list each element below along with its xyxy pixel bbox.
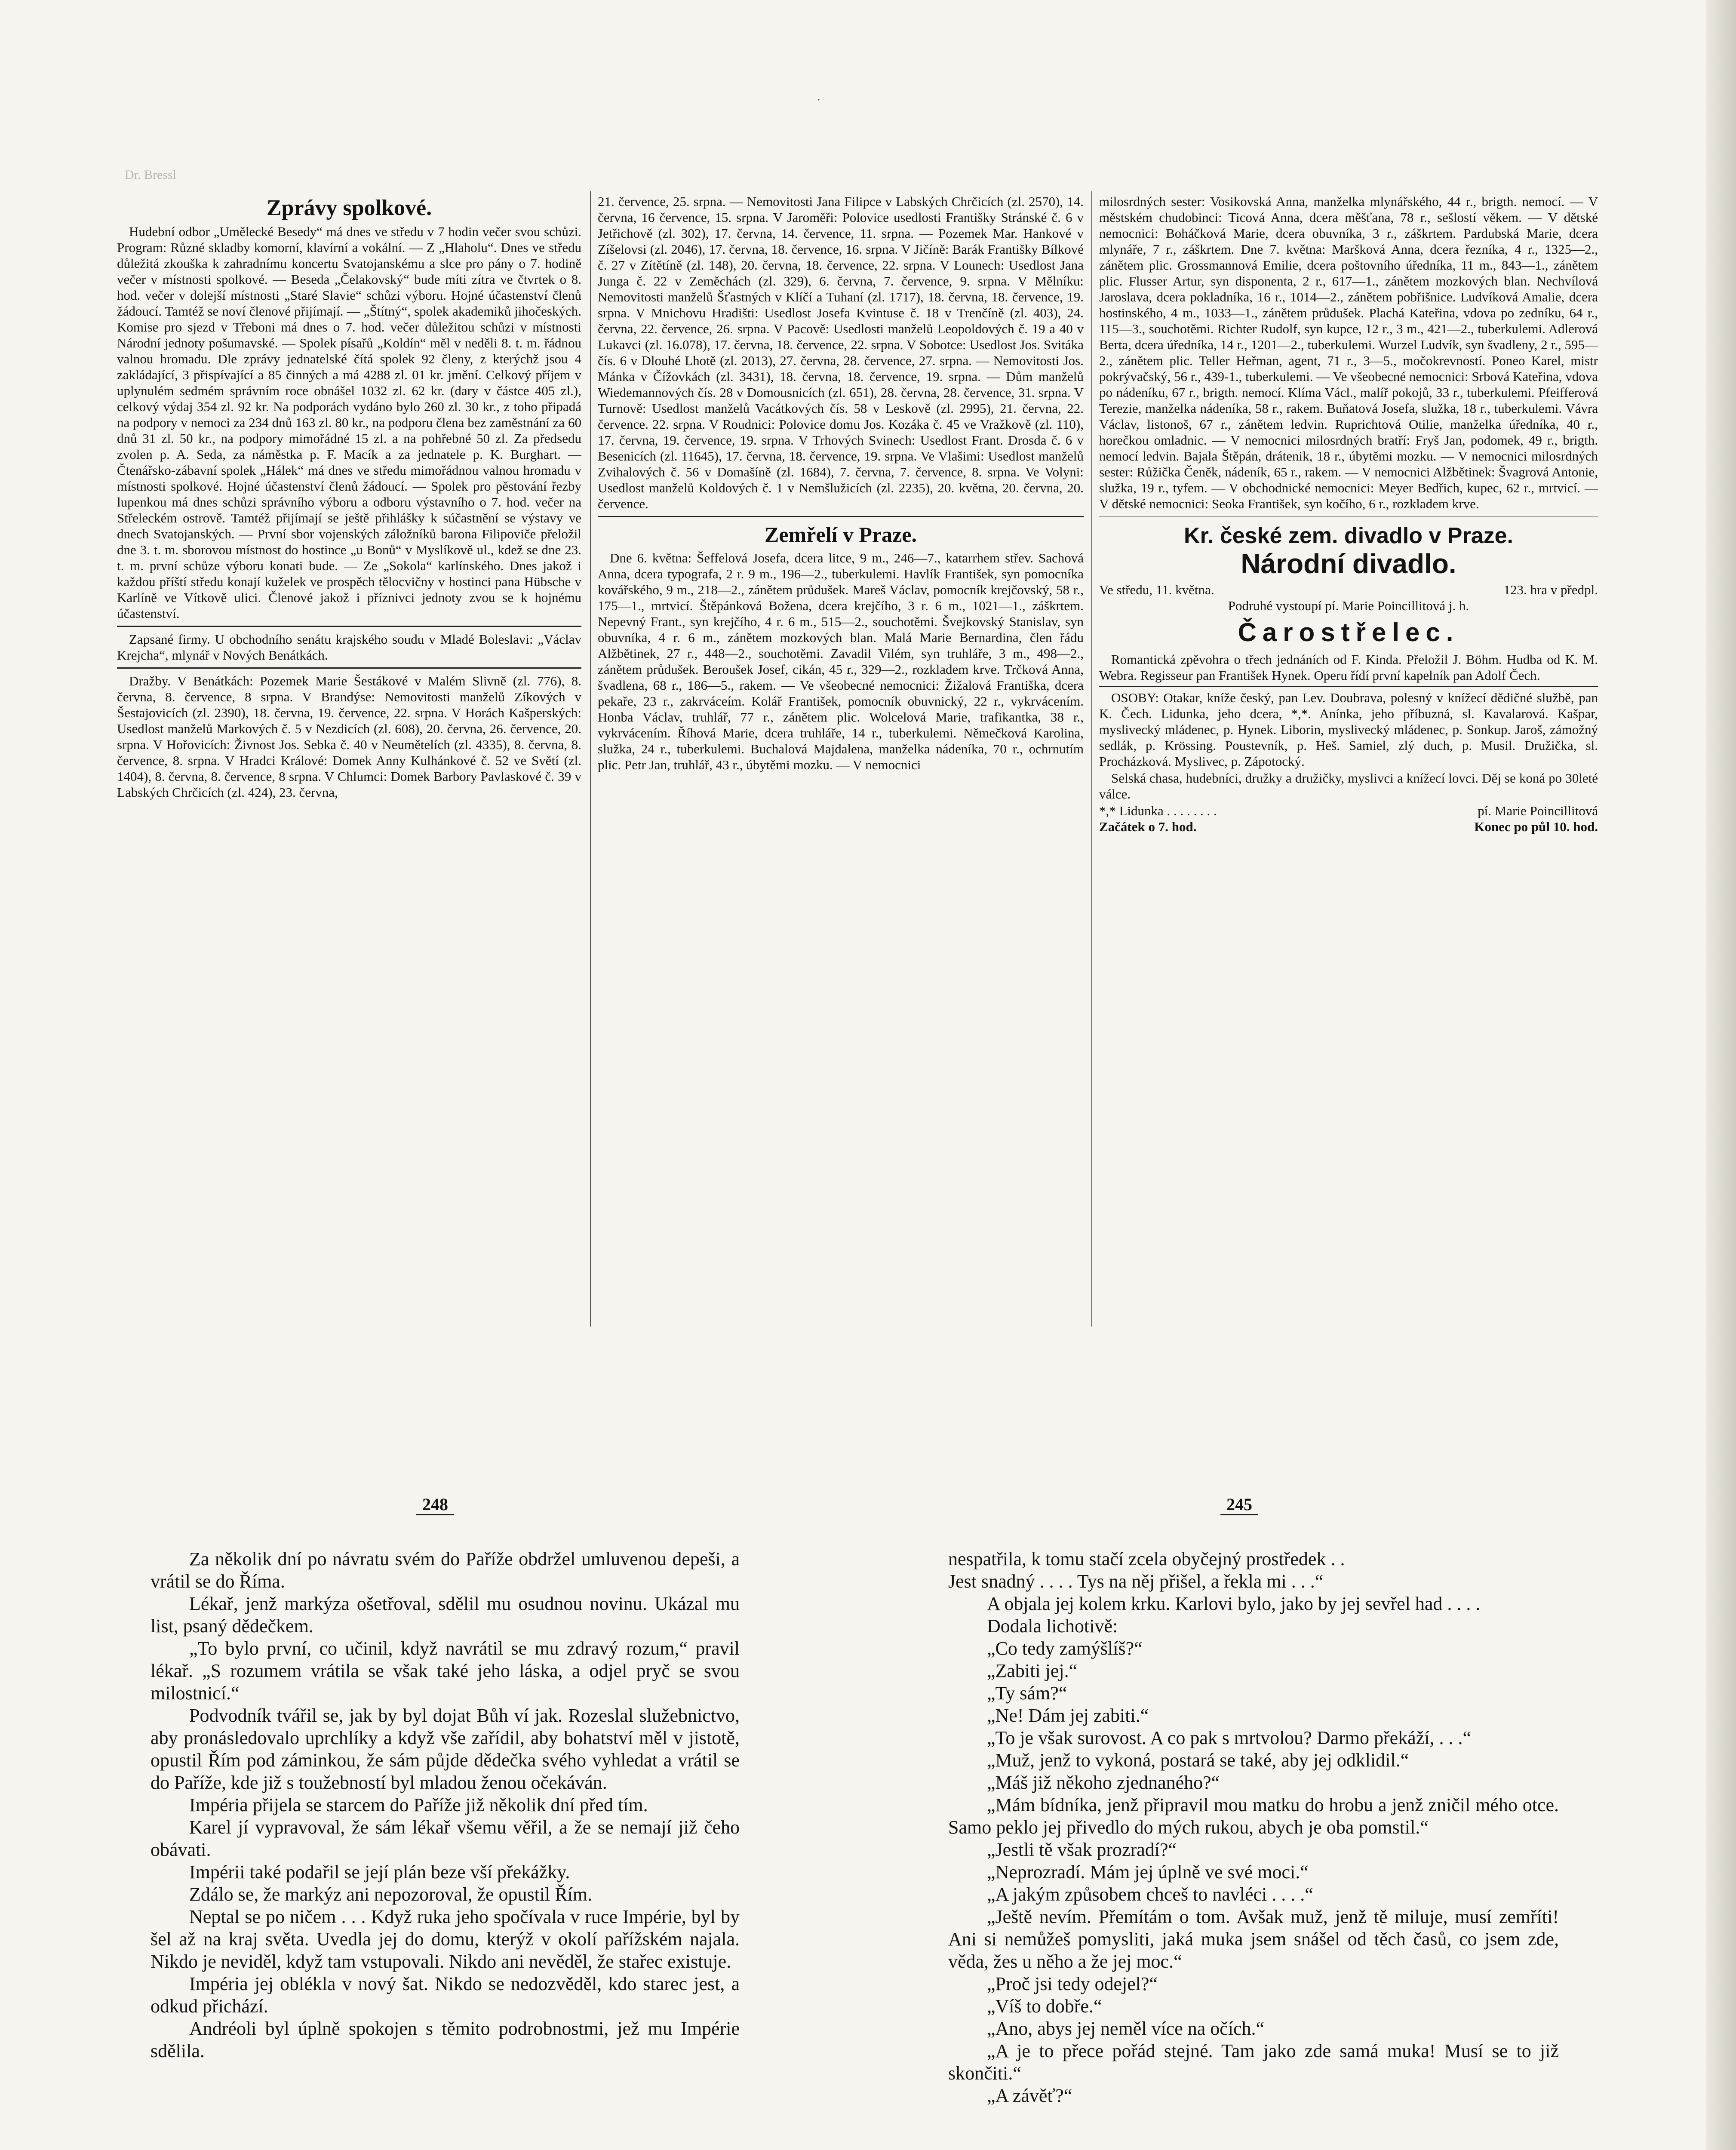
drazby-text: Dražby. V Benátkách: Pozemek Marie Šestákové v Malém Slivně (zl. 776), 8. června, 8. července, 8 srpna. V Brandýse: Nemovitosti manželů Zíkových v Šestajovicích (zl. 2390), 18. června, 19. července, 22. srpna. V Horách Kašperských: Usedlost manželů Markových č. 5 v Nezdicích (zl. 608), 20. června, 26. července, 20. srpna. V Hořovicích: Živnost Jos. Sebka č. 40 v Neumětelích (zl. 4335), 8. června, 8. července, 8. srpna. V Hradci Králové: Domek Anny Kulhánkové č. 52 ve Světí (zl. 1404), 8. června, 8. července, 8 srpna. V Chlumci: Domek Barbory Pavlaskové č. 39 v Labských Chrčicích (zl. 424), 23. června, [117, 673, 581, 800]
novel-right-page [948, 1548, 1559, 2107]
novel-paragraph: Lékař, jenž markýza ošetřoval, sdělil mu osudnou novinu. Ukázal mu list, psaný dědečkem. [151, 1593, 740, 1637]
lidunka-singer: pí. Marie Poincillitová [1478, 803, 1598, 818]
drazby-continued: 21. července, 25. srpna. — Nemovitosti Jana Filipce v Labských Chrčicích (zl. 2570), 14. června, 16 července, 15. srpna. V Jaroměři: Polovice usedlosti Františky Stránské č. 6 v Jetřichově (zl. 302), 17. června, 14. července, 11. srpna. — Pozemek Mar. Hankové v Zíšelovsi (zl. 2046), 17. června, 18. července, 16. srpna. V Jičíně: Barák Františky Bílkové č. 27 v Zítětíně (zl. 148), 20. června, 18. července, 22. srpna. V Lounech: Usedlost Jana Junga č. 22 v Zeměchách (zl. 329), 6. června, 7. července, 9. srpna. V Mělníku: Nemovitosti manželů Šťastných v Klíčí a Tuhaní (zl. 1717), 18. června, 18. července, 19. srpna. V Mnichovu Hradišti: Usedlost Josefa Kvintuse č. 18 v Trenčíně (zl. 403), 24. června, 22. července, 26. srpna. V Pacově: Usedlosti manželů Leopoldových č. 19 a 40 v Lukavci (zl. 16.078), 17. června, 18. července, 22. srpna. V Sobotce: Usedlost Jos. Svitáka čís. 6 v Dlouhé Lhotě (zl. 2013), 27. června, 28. července, 27. srpna. — Nemovitosti Jos. Mánka v Čížovkách (zl. 3431), 18. června, 18. července, 19. srpna. — Dům manželů Wiedemannových čís. 28 v Domousnicích (zl. 651), 28. června, 28. července, 31. srpna. V Turnově: Usedlost manželů Vacátkových čís. 58 v Leskově (zl. 2995), 21. června, 22. července. 22. srpna. V Roudnici: Polovice domu Jos. Kozáka č. 45 ve Vražkově (zl. 110), 17. června, 19. července, 19. srpna. V Trhových Svinech: Usedlost Frant. Drosda č. 6 v Besenicích (zl. 11645), 17. června, 18. července, 19. srpna. Ve Vlašimi: Usedlost manželů Zvihalových č. 56 v Domašíně (zl. 1684), 7. června, 7. července, 8. srpna. Ve Volyni: Usedlost manželů Koldových č. 1 v Nemšlužicích (zl. 2235), 20. května, 20. června, 20. července. [598, 194, 1084, 511]
novel-paragraph: Karel jí vypravoval, že sám lékař všemu věřil, a že se nemají již čeho obávati. [151, 1817, 740, 1860]
column-divider [1091, 191, 1092, 1327]
lidunka-note: *,* Lidunka . . . . . . . . [1099, 803, 1217, 818]
novel-paragraph: „Muž, jenž to vykoná, postará se také, aby jej odklidil.“ [987, 1750, 1409, 1771]
novel-paragraph: Jest snadný . . . . Tys na něj přišel, a řekla mi . . .“ [948, 1571, 1324, 1592]
novel-paragraph: Andréoli byl úplně spokojen s těmito podrobnostmi, jež mu Impérie sdělila. [151, 2018, 740, 2061]
novel-paragraph: „Ne! Dám jej zabiti.“ [987, 1705, 1149, 1726]
header-mark: Dr. Bressl [125, 168, 176, 182]
spolkove-text: Hudební odbor „Umělecké Besedy“ má dnes ve středu v 7 hodin večer svou schůzi. Program: Různé skladby komorní, klavírní a vokální. — Z „Hlaholu“. Dnes ve středu důležitá zkouška k zahradnímu koncertu Svatojanskému a slce pro pány o 7. hodině večer v místnosti spolkové. — Beseda „Čelakovský“ bude míti zítra ve čtvrtek o 8. hod. večer v dolejší místnosti „Staré Slavie“ schůzi výboru. Hojné účastenství členů žádoucí. Tamtéž se noví členové přijímají. — „Štítný“, spolek akademiků jihočeských. Komise pro sjezd v Třeboni má dnes o 7. hod. večer důležitou schůzi v místnosti Národní jednoty pošumavské. — Spolek písařů „Koldín“ měl v neděli 8. t. m. řádnou valnou hromadu. Dle zprávy jednatelské čítá spolek 92 členy, z kterýchž jsou 4 zakládající, 3 přispívající a 85 činných a má 4288 zl. 01 kr. jmění. Celkový příjem v uplynulém sedmém správním roce obnášel 1032 zl. 62 kr. (dary v částce 405 zl.), celkový výdaj 354 zl. 92 kr. Na podporách vydáno bylo 260 zl. 30 kr., z toho připadá na podpory v nemoci za 234 dnů 163 zl. 80 kr., na podporu člena bez zaměstnání za 60 dnů 31 zl. 50 kr., na podpory mimořádné 15 zl. a na pohřebné 50 zl. Za předsedu zvolen p. A. Seda, za náměstka p. F. Macík a za jednatele p. K. Burghart. — Čtenářsko-zábavní spolek „Hálek“ má dnes ve středu mimořádnou valnou hromadu v místnosti spolkové. Hojné účastenství členů žádoucí. — Spolek pro pěstování řezby lupenkou má dnes schůzi správního výboru a odboru výstavního o 7. hod. večer na Střeleckém ostrově. Tamtéž přijímají se ještě přihlášky k súčastnění se výstavy ve dnech Svatojanských. — První sbor vojenských záložníků barona Filipoviče přeložil dne 3. t. m. sborovou místnost do hostince „u Bonů“ v Myslíkově ul., kdež se dne 23. t. m. první schůze výboru konati bude. — Ze „Sokola“ karlínského. Dnes jakož i každou příští středu konají kuželek ve prospěch tělocvičny v hostinci pana Hübsche v Karlíně ve Vítkově ulici. Členové jakož i příznivci jednoty zvou se k hojnému účastenství. [117, 224, 581, 621]
play-description: Romantická zpěvohra o třech jednáních od F. Kinda. Přeložil J. Böhm. Hudba od K. M. Webra. Regisseur pan František Hynek. Operu řídí první kapelník pan Adolf Čech. [1099, 652, 1598, 683]
page-number-left: 248 [392, 1494, 478, 1514]
lidunka-row [1099, 803, 1598, 819]
novel-paragraph: Neptal se po ničem . . . Když ruka jeho spočívala v ruce Impérie, byl by šel až na kraj světa. Uvedla jej do domu, kterýž v okolí pařížském najala. Nikdo je neviděl, když tam vstupovali. Nikdo ani nevěděl, že stařec existuje. [151, 1906, 740, 1972]
novel-paragraph: „Co tedy zamýšlíš?“ [987, 1638, 1143, 1659]
novel-paragraph: Impéria přijela se starcem do Paříže již několik dní před tím. [189, 1794, 648, 1815]
theater-heading: Kr. české zem. divadlo v Praze. [1184, 523, 1513, 548]
time-row [1099, 819, 1598, 835]
novel-paragraph: Impérii také podařil se její plán beze vší překážky. [189, 1861, 570, 1883]
novel-paragraph: Impéria jej oblékla v nový šat. Nikdo se nedozvěděl, kdo starec jest, a odkud přichází. [151, 1973, 740, 2017]
novel-paragraph: A objala jej kolem krku. Karlovi bylo, jako by jej sevřel had . . . . [987, 1593, 1481, 1614]
play-title: Čarostřelec. [1238, 618, 1459, 647]
novel-paragraph: „Máš již někoho zjednaného?“ [987, 1772, 1220, 1793]
divider [117, 626, 581, 627]
page-number-right: 245 [1196, 1494, 1282, 1514]
novel-paragraph: „Neprozradí. Mám jej úplně ve své moci.“ [987, 1861, 1309, 1883]
start-time: Začátek o 7. hod. [1099, 819, 1197, 834]
performance-subscription: 123. hra v předpl. [1503, 582, 1598, 597]
novel-paragraph: Za několik dní po návratu svém do Paříže obdržel umluvenou depeši, a vrátil se do Říma. [151, 1548, 740, 1592]
performance-date-row [1099, 582, 1598, 598]
news-column-1 [117, 194, 581, 1320]
section-title-zemreli: Zemřelí v Praze. [765, 522, 917, 547]
section-title-spolkove: Zprávy spolkové. [266, 196, 432, 220]
performance-date: Ve středu, 11. května. [1099, 582, 1214, 597]
novel-paragraph: Dodala lichotivě: [987, 1616, 1118, 1637]
novel-paragraph: „Ty sám?“ [987, 1683, 1067, 1704]
novel-paragraph: „To bylo první, co učinil, když navrátil se mu zdravý rozum,“ pravil lékař. „S rozumem vrátila se však také jeho láska, a odjel pryč se svou milostnicí.“ [151, 1638, 740, 1704]
cast-note: Selská chasa, hudebníci, družky a družičky, myslivci a knížecí lovci. Děj se koná po 30leté válce. [1099, 771, 1598, 802]
divider [117, 667, 581, 669]
novel-paragraph: „Mám bídníka, jenž připravil mou matku do hrobu a jenž zničil mého otce. Samo peklo jej přivedlo do mých rukou, abych je oba pomstil.“ [948, 1794, 1559, 1838]
divider [1099, 516, 1598, 519]
novel-paragraph: „A je to přece pořád stejné. Tam jako zde samá muka! Musí se to již skončiti.“ [948, 2040, 1559, 2084]
novel-paragraph: „Proč jsi tedy odejel?“ [987, 1973, 1158, 1994]
guest-line: Podruhé vystoupí pí. Marie Poincillitová j. h. [1228, 598, 1469, 613]
firmy-text: Zapsané firmy. U obchodního senátu krajského soudu v Mladé Boleslavi: „Václav Krejcha“, mlynář v Nových Benátkách. [117, 632, 581, 663]
novel-paragraph: „Víš to dobře.“ [987, 1996, 1102, 2017]
divider [1099, 686, 1598, 687]
novel-paragraph: Podvodník tvářil se, jak by byl dojat Bůh ví jak. Rozeslal služebnictvo, aby pronásledovalo uprchlíky a když vše zařídil, aby bohatství měl v jistotě, opustil Řím pod záminkou, že sám půjde dědečka svého vyhledat a vrátil se do Paříže, kde již s toužebností byl mladou ženou očekáván. [151, 1705, 740, 1793]
end-time: Konec po půl 10. hod. [1474, 819, 1598, 834]
news-column-2 [598, 194, 1084, 1320]
cast-list: OSOBY: Otakar, kníže český, pan Lev. Doubrava, polesný v knížecí dědičné službě, pan K. Čech. Lidunka, jeho dcera, *,*. Anínka, jeho příbuzná, sl. Kavalarová. Kašpar, myslivecký mládenec, p. Hynek. Liborin, myslivecký mládenec, p. Sonkup. Jaroš, zámožný sedlák, p. Krössing. Poustevník, p. Heš. Samiel, zlý duch, p. Musil. Družička, sl. Procházková. Myslivec, p. Zápotocký. [1099, 690, 1598, 769]
column-divider [590, 191, 591, 1327]
novel-paragraph: „Jestli tě však prozradí?“ [987, 1839, 1177, 1860]
novel-paragraph: Zdálo se, že markýz ani nepozoroval, že opustil Řím. [189, 1884, 593, 1905]
novel-paragraph: „Zabiti jej.“ [987, 1660, 1078, 1681]
novel-left-page [151, 1548, 740, 2062]
divider [598, 516, 1084, 517]
zemreli-continued: milosrdných sester: Vosikovská Anna, manželka mlynářského, 44 r., brigth. nemocí. — V městském chudobinci: Ticová Anna, dcera měšťana, 78 r., sešlostí věkem. — V dětské nemocnici: Boháčková Marie, dcera obuvníka, 3 r., záškrtem. Pardubská Marie, dcera mlynáře, 7 r., záškrtem. Dne 7. května: Maršková Anna, dcera řezníka, 4 r., 1325—2., zánětem plic. Grossmannová Emilie, dcera poštovního úředníka, 11 m., 843—1., zánětem plic. Flusser Artur, syn disponenta, 2 r., 617—1., zánětem mozkových blan. Nechvílová Jaroslava, dcera pokladníka, 16 r., 1014—2., zánětem pobřišnice. Ludvíková Amalie, dcera hostinského, 4 m., 1033—1., zánětem průdušek. Plachá Kateřina, vdova po zedníku, 64 r., 115—3., souchotěmi. Richter Rudolf, syn kupce, 12 r., 3 m., 421—2., tuberkulemi. Adlerová Berta, dcera úředníka, 14 r., 1201—2., tuberkulemi. Wurzel Ludvík, syn švadleny, 2 r., 595—2., zánětem plic. Teller Heřman, agent, 71 r., 3—5., močokrevností. Poneo Karel, mistr pokrývačský, 56 r., 439-1., tuberkulemi. — Ve všeobecné nemocnici: Srbová Kateřina, vdova po nádeníku, 67 r., brigth. nemocí. Klíma Václ., malíř pokojů, 33 r., tuberkulemi. Pfeifferová Terezie, manželka nádeníka, 58 r., rakem. Buňatová Josefa, služka, 18 r., tuberkulemi. Vávra Václav, listonoš, 67 r., zánětem ledvin. Ruprichtová Otilie, manželka úředníka, 40 r., horečkou omladnic. — V nemocnici milosrdných bratří: Fryš Jan, podomek, 49 r., brigth. nemocí ledvin. Bajala Štěpán, drátenik, 18 r., úbytěmi mozku. — V nemocnici milosrdných sester: Růžička Čeněk, nádeník, 65 r., rakem. — V nemocnici Alžbětinek: Švagrová Antonie, služka, 19 r., tyfem. — V obchodnické nemocnici: Meyer Bedřich, kupec, 62 r., mrtvicí. — V dětské nemocnici: Seoka František, syn kočího, 6 r., rozkladem krve. [1099, 194, 1598, 511]
novel-paragraph: „To je však surovost. A co pak s mrtvolou? Darmo překáží, . . .“ [987, 1727, 1471, 1748]
page-edge-shadow [1706, 0, 1736, 2150]
novel-paragraph: „Ještě nevím. Přemítám o tom. Avšak muž, jenž tě miluje, musí zemříti! Ani si nemůžeš pomysliti, jaká muka jsem snášel od těch časů, co jsem zde, věda, žes u něho a že jej moc.“ [948, 1906, 1559, 1972]
zemreli-text: Dne 6. května: Šeffelová Josefa, dcera litce, 9 m., 246—7., katarrhem střev. Sachová Anna, dcera typografa, 2 r. 9 m., 196—2., tuberkulemi. Havlík František, syn pomocníka kovářského, 9 m., 218—2., zánětem průdušek. Mareš Václav, pomocník krejčovský, 58 r., 175—1., mrtvicí. Štěpánková Božena, dcera krejčího, 3 r. 6 m., 1021—1., záškrtem. Nepevný Frant., syn krejčího, 4 r. 6 m., 515—2., souchotěmi. Švejkovský Stanislav, syn obuvníka, 4 r. 6 m., zánětem mozkových blan. Malá Marie Bernardina, člen řádu Alžbětinek, 27 r., 448—2., souchotěmi. Zavadil Vilém, syn truhláře, 3 m., 498—2., zánětem průdušek. Beroušek Josef, cikán, 45 r., 329—2., rozkladem krve. Trčková Anna, švadlena, 68 r., 186—5., rakem. — Ve všeobecné nemocnici: Žižalová Františka, dcera pekaře, 23 r., zakrváceím. Kolář František, pomocník obuvnický, 22 r., vykrvácením. Honba Václav, truhlář, 77 r., zánětem plic. Wolcelová Marie, trafikantka, 38 r., vykrvácením. Říhová Marie, dcera truhláře, 14 r., tuberkulemi. Němečková Karolina, služka, 24 r., tuberkulemi. Buchalová Majdalena, manželka nádeníka, 70 r., ochrnutím plic. Petr Jan, truhlář, 43 r., úbytěmi mozku. — V nemocnici [598, 550, 1084, 772]
novel-paragraph: „A jakým způsobem chceš to navléci . . . .“ [987, 1884, 1313, 1905]
novel-paragraph: nespatřila, k tomu stačí zcela obyčejný prostředek . . [948, 1548, 1345, 1570]
novel-paragraph: „Ano, abys jej neměl více na očích.“ [987, 2018, 1265, 2039]
speck: · [817, 95, 820, 106]
theater-name: Národní divadlo. [1241, 548, 1456, 579]
novel-paragraph: „A závěť?“ [987, 2085, 1072, 2106]
news-column-3 [1099, 194, 1598, 1320]
